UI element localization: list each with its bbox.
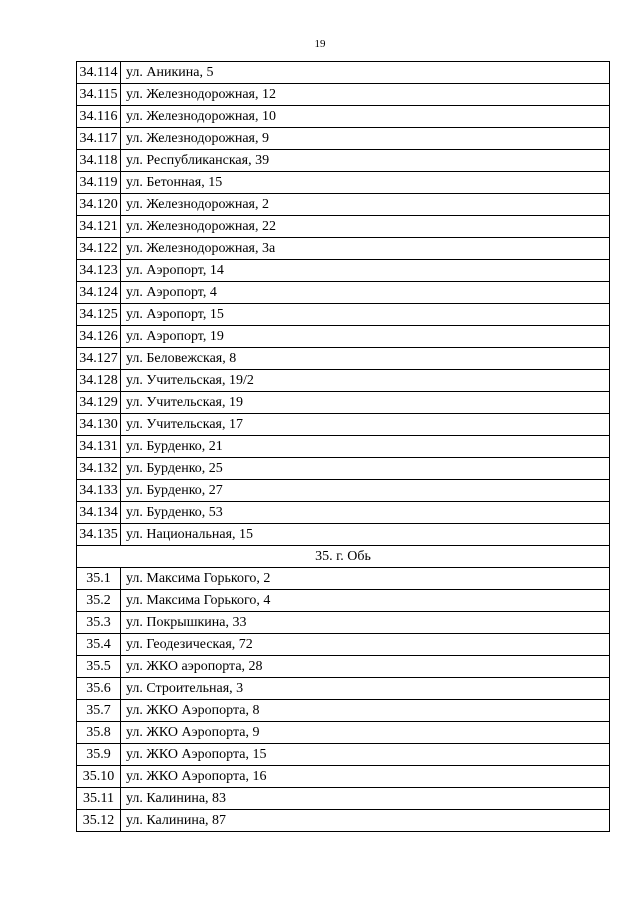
address-cell: ул. Бурденко, 27 [121,480,610,502]
table-row [77,260,610,282]
table-row [77,348,610,370]
row-number-cell: 35.2 [77,590,121,612]
table-row [77,436,610,458]
table-row [77,414,610,436]
table-row [77,106,610,128]
table-row [77,84,610,106]
address-cell: ул. Беловежская, 8 [121,348,610,370]
address-cell: ул. Максима Горького, 2 [121,568,610,590]
address-cell: ул. Бурденко, 21 [121,436,610,458]
table-row [77,238,610,260]
table-row [77,722,610,744]
row-number-cell: 35.6 [77,678,121,700]
row-number-cell: 34.126 [77,326,121,348]
section-header-row [77,546,610,568]
table-row [77,590,610,612]
row-number-cell: 34.133 [77,480,121,502]
address-cell: ул. Железнодорожная, 2 [121,194,610,216]
address-cell: ул. Аэропорт, 19 [121,326,610,348]
row-number-cell: 35.7 [77,700,121,722]
address-cell: ул. Учительская, 17 [121,414,610,436]
address-cell: ул. Учительская, 19/2 [121,370,610,392]
address-cell: ул. Строительная, 3 [121,678,610,700]
address-cell: ул. Геодезическая, 72 [121,634,610,656]
address-cell: ул. Бурденко, 25 [121,458,610,480]
address-table [76,61,610,832]
row-number-cell: 34.125 [77,304,121,326]
address-cell: ул. Бетонная, 15 [121,172,610,194]
address-cell: ул. ЖКО Аэропорта, 9 [121,722,610,744]
row-number-cell: 35.4 [77,634,121,656]
table-row [77,150,610,172]
row-number-cell: 34.117 [77,128,121,150]
address-cell: ул. Республиканская, 39 [121,150,610,172]
address-table-body [77,62,610,832]
address-cell: ул. Бурденко, 53 [121,502,610,524]
address-cell: ул. Покрышкина, 33 [121,612,610,634]
address-cell: ул. ЖКО аэропорта, 28 [121,656,610,678]
address-cell: ул. Калинина, 83 [121,788,610,810]
row-number-cell: 34.131 [77,436,121,458]
row-number-cell: 34.116 [77,106,121,128]
row-number-cell: 35.9 [77,744,121,766]
address-cell: ул. Максима Горького, 4 [121,590,610,612]
address-cell: ул. Аэропорт, 14 [121,260,610,282]
table-row [77,766,610,788]
address-cell: ул. Железнодорожная, 3а [121,238,610,260]
table-row [77,678,610,700]
row-number-cell: 34.130 [77,414,121,436]
table-row [77,524,610,546]
address-cell: ул. ЖКО Аэропорта, 15 [121,744,610,766]
row-number-cell: 34.114 [77,62,121,84]
table-row [77,656,610,678]
row-number-cell: 34.134 [77,502,121,524]
row-number-cell: 35.11 [77,788,121,810]
address-cell: ул. ЖКО Аэропорта, 8 [121,700,610,722]
table-row [77,480,610,502]
table-row [77,62,610,84]
table-row [77,370,610,392]
table-row [77,326,610,348]
address-cell: ул. Железнодорожная, 9 [121,128,610,150]
address-cell: ул. Национальная, 15 [121,524,610,546]
row-number-cell: 35.5 [77,656,121,678]
row-number-cell: 35.12 [77,810,121,832]
table-row [77,282,610,304]
row-number-cell: 34.127 [77,348,121,370]
row-number-cell: 35.8 [77,722,121,744]
table-row [77,194,610,216]
table-row [77,392,610,414]
row-number-cell: 34.118 [77,150,121,172]
table-row [77,700,610,722]
address-cell: ул. Аэропорт, 15 [121,304,610,326]
table-row [77,810,610,832]
row-number-cell: 34.123 [77,260,121,282]
row-number-cell: 34.135 [77,524,121,546]
section-title: 35. г. Обь [77,546,610,568]
row-number-cell: 34.132 [77,458,121,480]
row-number-cell: 34.120 [77,194,121,216]
table-row [77,458,610,480]
table-row [77,172,610,194]
address-cell: ул. Железнодорожная, 10 [121,106,610,128]
table-row [77,788,610,810]
row-number-cell: 34.122 [77,238,121,260]
row-number-cell: 35.3 [77,612,121,634]
table-row [77,502,610,524]
address-cell: ул. Учительская, 19 [121,392,610,414]
table-row [77,128,610,150]
address-cell: ул. Аэропорт, 4 [121,282,610,304]
address-cell: ул. Железнодорожная, 12 [121,84,610,106]
address-cell: ул. Железнодорожная, 22 [121,216,610,238]
table-row [77,216,610,238]
address-cell: ул. Аникина, 5 [121,62,610,84]
address-cell: ул. ЖКО Аэропорта, 16 [121,766,610,788]
row-number-cell: 34.128 [77,370,121,392]
row-number-cell: 34.124 [77,282,121,304]
table-row [77,634,610,656]
table-row [77,744,610,766]
row-number-cell: 34.119 [77,172,121,194]
row-number-cell: 35.1 [77,568,121,590]
row-number-cell: 34.129 [77,392,121,414]
row-number-cell: 34.115 [77,84,121,106]
row-number-cell: 35.10 [77,766,121,788]
table-row [77,304,610,326]
page-number: 19 [314,38,326,50]
table-row [77,568,610,590]
row-number-cell: 34.121 [77,216,121,238]
table-row [77,612,610,634]
address-cell: ул. Калинина, 87 [121,810,610,832]
